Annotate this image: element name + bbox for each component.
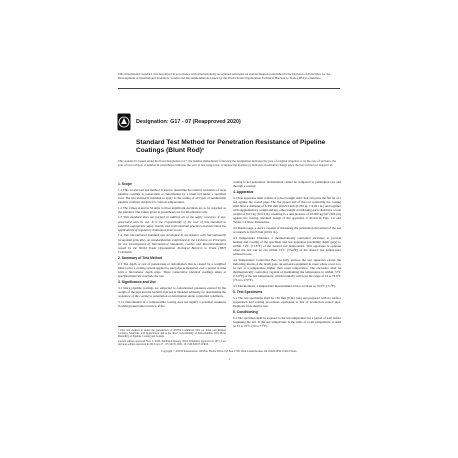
- section-heading: 5. Test Specimens: [233, 290, 263, 295]
- paragraph: 3.1.1 Deformation of a compressible coating does not signify a potential weakness in underground buried service, if the: [118, 299, 226, 308]
- section-heading: 2. Summary of Test Method: [118, 255, 163, 260]
- paragraph: 1.3 This standard does not purport to address all of the safety concerns, if any, associated with its use. It is the responsibility of the user of this standard to establish appropriate safety, health, and environmental practices and determine the applicability of regulatory limitations prior to use.: [118, 215, 226, 232]
- footnotes: [118, 326, 226, 348]
- section-heading: 4. Apparatus: [233, 190, 254, 195]
- paragraph: 4.2 Depth Gage, a device capable of measuring the penetration movement of the rod accurately to 0.025 mm (0.001 in.).: [233, 226, 341, 235]
- astm-logo-icon: [117, 113, 131, 131]
- left-column: [118, 180, 226, 309]
- footnote: Current edition approved Nov. 1, 2020. Published January 2020. Originally approved in 1971. Last previous edition approved in 2013 as G17 - 07 (2013). DOI: 10.1520/G0017-07R20.: [118, 339, 226, 347]
- paragraph: 3.1 Since pipeline coatings are subjected to concentrated pressures exerted by the weight of the pipe and the backfill, this test is intended primarily for determining the resistance of the coating to penetration or deformation under controlled conditions.: [118, 285, 226, 298]
- paragraph: 4.3 Temperature Chamber, a thermostatically controlled enclosure to provide heating and cooling of the specimen and test apparatus (excluding depth gage) to within ±1°C (±1.8°F) of the desired test temperature. This apparatus is optional when the test can be run within ±2°C (±3.6°F) of the desired test temperature without its use.: [233, 235, 341, 257]
- header-rule: [118, 88, 340, 89]
- paragraph: 5.1 The test specimens shall be 150 mm (6 in.) long and prepared with no surface preparation and coating procedures equivalent to that of production coated pipe. Duplicate tests shall be run.: [233, 295, 341, 309]
- paragraph: coating is not penetrated. Deformation cannot be compared to penetration rate and through a coating.: [233, 180, 341, 189]
- paragraph: 4.5 Thermometer, a temperature measurement device accurate to ±0.5°C (±1°F).: [233, 284, 336, 289]
- paragraph: 1.4 This international standard was developed in accordance with internationally recognized principles on standardization established in the Decision on Principles for the Development of International Standards, Guides and Recommendations issued by the World Trade Organization Technical Barriers to Trade (TBT) Committee.: [118, 233, 226, 254]
- paragraph: 1.2 The values stated in SI units to three significant decimals are to be regarded as the standard. The values given in parentheses are for information only.: [118, 205, 226, 214]
- paragraph: 2.1 The depth or rate of penetration or deformation that is caused by a weighted blunt rod to a coating system applied to steel pipe is measured over a period of time with a micrometer depth gage. Three consecutive identical readings taken at specified intervals conclude the test.: [118, 261, 226, 278]
- document-title: Standard Test Method for Penetration Resistance of Pipeline Coatings (Blunt Rod)¹: [136, 139, 326, 155]
- paragraph: 6.1 The specimen shall be exposed to the test temperature for a period of 24 h before beginning the test. If the test temperature is the same as room temperature, it shall be 23 to 25°C (70 to 77°F).: [233, 315, 342, 329]
- copyright-line: Copyright © ASTM International, 100 Barr Harbor Drive, PO Box C700, West Conshohocken, PA 19428-2959. United States: [161, 350, 297, 353]
- section-heading: 6. Conditioning: [233, 310, 258, 315]
- paragraph: 1.1 This accelerated test method is used to determine the relative resistance of steel pipeline coatings to penetration or deformation by a blunt rod under a specified load. The test method is intended to apply to the testing of all types of nonmetallic pipeline coatings, subjected to various temperatures.: [118, 187, 226, 204]
- issued-note: This standard is issued under the fixed designation G17; the number immediately following the designation indicates the year of original adoption or, in the case of revision, the year of last revision. A number in parentheses indicates the year of last reapproval. A superscript epsilon (ε) indicates an editorial change since the last revision or reapproval.: [118, 159, 337, 167]
- section-heading: 3. Significance and Use: [118, 279, 156, 284]
- section-heading: 1. Scope: [118, 182, 132, 186]
- header-notice: This international standard was developed in accordance with internationally recognized principles on standardization established in the Decision on Principles for the Development of International Standards, Guides and Recommendations issued by the World Trade Organization Technical Barriers to Trade (TBT) Committee.: [118, 72, 331, 80]
- footnote: ¹ This test method is under the jurisdiction of ASTM Committee D01 on Paint and Related Coatings, Materials, and Applications and is the direct responsibility of Subcommittee D01.48 on Durability of Pipeline Coating and Linings.: [118, 328, 226, 339]
- right-column: [233, 180, 341, 330]
- paragraph: 4.4 Temperature Controlled Box, to fully enclose the test apparatus except the indicating means of the depth gage, an optional equipment in cases where a test is to be run at a temperature higher than room temperature. The enclosure shall be thermostatically controlled, capable of maintaining the temperature to within ±2°C (±3.6°F) of the test temperature, which normally will be in the range of 23 to 76.6°C (73.4 to 170°F).: [233, 257, 341, 283]
- paragraph: 4.1 Test apparatus shall consist of a dead weight tester that can press the flat tip of a rod against the coated pipe. The flat tipped end of the rod contacting the coating shall have a diameter of 6.350 mm (0.0254 mm (0.250 in. ± 0.001 in.) and together with supplementary weight and any other weight contributing parts shall have a total weight of 8.03 kg (6.613 lb), resulting in a unit pressure of 10.000 kg/cm² (200 psi) against the coating. Detailed design of the apparatus is shown in Figs. 1-6 and Tables 1-4 show dimensions.: [233, 195, 341, 225]
- designation: Designation: G17 - 07 (Reapproved 2020): [136, 119, 241, 125]
- page-number: 1: [228, 357, 230, 361]
